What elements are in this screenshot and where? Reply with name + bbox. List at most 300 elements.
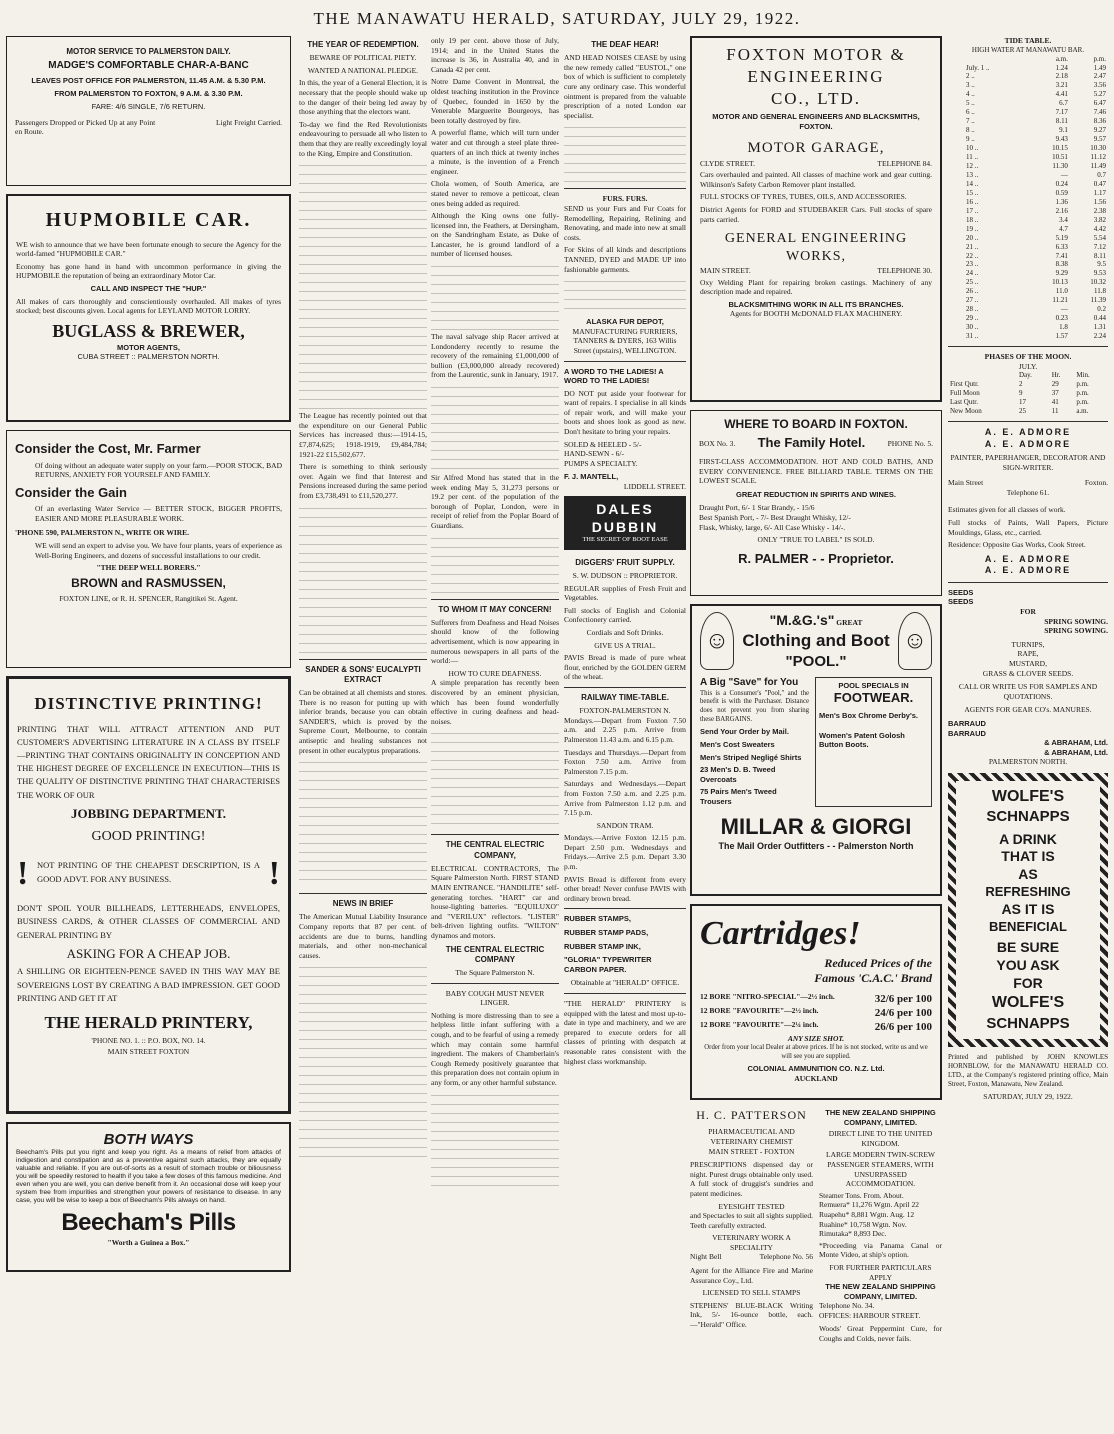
- ship-note: *Proceeding via Panama Canal or Monte Video, at ship's option.: [819, 1240, 942, 1260]
- tide-day: 14 ..: [966, 179, 979, 188]
- moon-hour: 29: [1051, 380, 1059, 389]
- tide-row: [948, 64, 1108, 73]
- cart-sub1: Reduced Prices of the: [824, 955, 932, 970]
- tide-pm: 7.12: [1093, 242, 1106, 251]
- patterson-s1: PHARMACEUTICAL AND VETERINARY CHEMIST: [708, 1127, 795, 1146]
- col4-p1: AND HEAD NOISES CEASE by using the new remedy called "EUSTOL," one box of which is sufficient to completely cure any ordinary case. This wonderful ointment is prepared from the valuable prescription of a noted London ear specialist.: [564, 53, 686, 120]
- motor-fare: FARE: 4/6 SINGLE, 7/6 RETURN.: [91, 102, 206, 112]
- baby-cough-heading: BABY COUGH MUST NEVER LINGER.: [445, 988, 545, 1008]
- cart-note: Order from your local Dealer at above prices. If he is not stocked, write us and we will see you are supplied.: [704, 1044, 928, 1060]
- tide-day: 15 ..: [966, 188, 979, 197]
- mg-p1: This is a Consumer's "Pool," and the benefit is with the Purchaser. Distance does not prevent you from sharing these BARGAINS.: [700, 689, 809, 723]
- dales-name: DALES DUBBIN: [591, 500, 659, 535]
- motor-foot-left: Passengers Dropped or Picked Up at any Point en Route.: [15, 117, 156, 137]
- board-p1: FIRST-CLASS ACCOMMODATION. HOT AND COLD BATHS, AND EVERY CONVENIENCE. FREE BILLIARD TABLE. TERMS ON THE LOWEST SCALE.: [699, 456, 933, 486]
- patterson-s2: MAIN STREET - FOXTON: [708, 1146, 795, 1156]
- tide-pm: 5.27: [1093, 90, 1106, 99]
- col4-p6: Full stocks of English and Colonial Confectionery carried.: [564, 605, 686, 625]
- give-trial: GIVE US A TRIAL.: [594, 640, 656, 650]
- ladies-heading: A WORD TO THE LADIES! A WORD TO THE LADIES!: [564, 366, 664, 386]
- moon-hdr-0: [948, 371, 1017, 380]
- col3-p2: Notre Dame Convent in Montreal, the oldest teaching institution in the Province of Quebec, founded in 1650 by the Venerable Marguerite Bourgeoys, has been totally destroyed by fire.: [431, 77, 559, 125]
- blacksmithing: BLACKSMITHING WORK IN ALL ITS BRANCHES.: [728, 299, 904, 309]
- foxton-tel: TELEPHONE 84.: [877, 158, 932, 168]
- sanders-heading: SANDER & SONS' EUCALYPTI EXTRACT: [305, 664, 421, 684]
- hupmobile-call: CALL AND INSPECT THE "HUP.": [90, 283, 207, 293]
- column-text-lines: [299, 758, 427, 888]
- mg-save: A Big "Save" for You: [700, 676, 799, 688]
- farmer-h2: Consider the Gain: [15, 484, 127, 500]
- foxton-tel-2: TELEPHONE 30.: [877, 266, 932, 275]
- tide-day: 16 ..: [966, 197, 979, 206]
- tide-am: 11.21: [1052, 296, 1068, 305]
- moon-hour: 41: [1051, 398, 1059, 407]
- col3-s1: HOW TO CURE DEAFNESS.: [448, 668, 542, 678]
- tide-row: [948, 252, 1108, 261]
- board-l3: Flask, Whisky, large, 6/- All Case Whisky - 14/-.: [699, 522, 846, 532]
- wolfe-l3: AS: [1018, 866, 1038, 883]
- mg-i2: Men's Striped Negligé Shirts: [700, 752, 802, 762]
- tide-day: 9 ..: [966, 135, 975, 144]
- redemption-p3: The League has recently pointed out that the expenditure on our General Public Services has increased thus:—1914-15, £7,874,625; 1918-1919, £9,484,784; 1921-22 £15,502,677.: [299, 411, 427, 459]
- hupmobile-p3: All makes of cars thoroughly and conscientiously overhauled. All makes of tyres stocked; best discounts given. Local agents for LEYLAND MOTOR LORRY.: [16, 296, 281, 316]
- herald-office: Obtainable at "HERALD" OFFICE.: [570, 978, 680, 988]
- tide-day: 27 ..: [966, 296, 979, 305]
- moon-row: [948, 389, 1108, 398]
- tide-pm: 0.2: [1097, 305, 1106, 314]
- patterson-p2: and Spectacles to suit all sights supplied. Teeth carefully extracted.: [690, 1211, 813, 1230]
- wolfe-schnapps-ad: [948, 773, 1108, 1047]
- farmer-tag: "THE DEEP WELL BORERS.": [96, 563, 201, 573]
- tide-pm: 9.27: [1093, 126, 1106, 135]
- moon-hour: 37: [1051, 389, 1059, 398]
- alaska-fur: ALASKA FUR DEPOT,: [586, 317, 664, 327]
- cart-r2: 12 BORE "FAVOURITE"—2½ inch.: [700, 1006, 819, 1016]
- tide-day: 24 ..: [966, 269, 979, 278]
- tide-pm: 1.31: [1093, 323, 1106, 332]
- printing-cheap: NOT PRINTING OF THE CHEAPEST DESCRIPTION, IS A GOOD ADVT. FOR ANY BUSINESS.: [37, 859, 260, 884]
- farmer-p2: Of an everlasting Water Service — BETTER STOCK, BIGGER PROFITS, EASIER AND MORE PLEASURABLE WORK.: [35, 504, 282, 524]
- motor-name: MADGE'S COMFORTABLE CHAR-A-BANC: [48, 60, 249, 72]
- railway-heading: RAILWAY TIME-TABLE.: [581, 692, 669, 702]
- hupmobile-title: HUPMOBILE CAR.: [45, 209, 252, 231]
- col4-p8: PAVIS Bread is made of pure wheat flour, enriched by the GOLDEN GERM of the wheat.: [564, 653, 686, 682]
- redemption-p4: There is something to think seriously over. Again we find that Interest and Pensions increased during the same period from £3,738,491 to £11,520,277.: [299, 462, 427, 500]
- tide-row: [948, 216, 1108, 225]
- column-5: [690, 36, 942, 1428]
- redemption-heading: THE YEAR OF REDEMPTION.: [307, 40, 419, 49]
- tide-row: [948, 108, 1108, 117]
- tide-row: [948, 323, 1108, 332]
- tide-day: 29 ..: [966, 314, 979, 323]
- moon-day: 17: [1018, 398, 1026, 407]
- hupmobile-p1: WE wish to announce that we have been fortunate enough to secure the Agency for the world-famed "HUPMOBILE CAR.": [16, 239, 281, 259]
- tide-sub: HIGH WATER AT MANAWATU BAR.: [971, 45, 1085, 54]
- col3-p1: only 19 per cent. above those of July, 1914; and in the United States the increase is 36, in Australia 40, and in Canada 42 per cent.: [431, 36, 559, 74]
- motor-garage: MOTOR GARAGE,: [747, 140, 885, 157]
- wolfe-t2-2: SCHNAPPS: [986, 1014, 1070, 1032]
- tide-am: 6.7: [1059, 99, 1068, 108]
- moon-phase: First Qutr.: [950, 380, 979, 389]
- moon-phase: Full Moon: [950, 389, 980, 398]
- tide-am: 0.23: [1055, 314, 1068, 323]
- col4-p10: Tuesdays and Thursdays.—Depart from Foxton 7.50 a.m. Arrive from Palmerston 7.15 p.m.: [564, 747, 686, 776]
- moon-hdr-2: Hr.: [1051, 371, 1061, 380]
- hupmobile-addr: CUBA STREET :: PALMERSTON NORTH.: [77, 352, 220, 362]
- col3-p7: Sir Alfred Mond has stated that in the week ending May 5, 31,273 persons or 19.2 per cent. of the population of the borough of Poplar, London, were in receipt of relief from the Poplar Board of Guardians.: [431, 473, 559, 530]
- tide-am: 1.57: [1055, 332, 1068, 341]
- tide-pm: 3.82: [1093, 215, 1106, 224]
- admore-p1: Estimates given for all classes of work.: [948, 505, 1066, 515]
- seeds-sow-2: SPRING SOWING.: [1044, 626, 1108, 636]
- tide-pm: 7.46: [1093, 108, 1106, 117]
- column-text-lines: [564, 123, 686, 183]
- seeds-pn: PALMERSTON NORTH.: [988, 757, 1068, 767]
- admore-street: Main Street: [948, 478, 984, 488]
- barraud: BARRAUD: [948, 718, 986, 728]
- admore-town: Foxton.: [1084, 478, 1108, 488]
- herald-printery: THE HERALD PRINTERY,: [44, 1013, 253, 1033]
- board-box: BOX No. 3.: [699, 438, 736, 448]
- foxton-sub: MOTOR AND GENERAL ENGINEERS AND BLACKSMITHS, FOXTON.: [712, 112, 920, 131]
- seeds-ad: [948, 588, 1108, 767]
- tide-pm: 11.39: [1090, 296, 1106, 305]
- wolfe-l6: BENEFICIAL: [989, 918, 1067, 934]
- ship-title: THE NEW ZEALAND SHIPPING COMPANY, LIMITED.: [825, 1108, 936, 1127]
- tide-am: 0.59: [1055, 188, 1068, 197]
- mg-sub: The Mail Order Outfitters - - Palmerston North: [718, 840, 914, 851]
- mg-pool: POOL SPECIALS IN: [838, 680, 909, 690]
- col3-p6: The naval salvage ship Racer arrived at Londonderry recently to resume the recovery of the remaining £1,000,000 of bullion (£3,000,000 already recovered) from the Laurentic, sunk in January, 1917.: [431, 332, 559, 380]
- admore-res: Residence: Opposite Gas Works, Cook Street.: [948, 540, 1086, 550]
- clyde-street: CLYDE STREET.: [700, 158, 755, 168]
- mantell-name: F. J. MANTELL,: [564, 472, 619, 482]
- tide-pm: 8.11: [1094, 251, 1106, 260]
- printing-title: DISTINCTIVE PRINTING!: [34, 694, 263, 713]
- column-text-lines: [431, 1091, 559, 1191]
- patterson-ad: [690, 1108, 813, 1347]
- col4-p9: Mondays.—Depart from Foxton 7.50 a.m. and 2.25 p.m. Arrive from Palmerston 11.43 a.m. and 6.15 p.m.: [564, 715, 686, 744]
- central-electric-heading-2: THE CENTRAL ELECTRIC COMPANY: [445, 944, 545, 964]
- tide-day: 4 ..: [966, 90, 975, 99]
- tide-day: 6 ..: [966, 108, 975, 117]
- admore-name-3: A. E. ADMORE: [984, 553, 1072, 564]
- column-text-lines: [431, 383, 559, 473]
- stephens-ink: STEPHENS' BLUE-BLACK Writing Ink, 5/- 16-ounce bottle, each. —"Herald" Office.: [690, 1300, 813, 1330]
- foxton-p3: District Agents for FORD and STUDEBAKER Cars. Full stocks of spare parts carried.: [700, 205, 932, 224]
- tide-am: 3.21: [1055, 81, 1068, 90]
- patterson-lic: LICENSED TO SELL STAMPS: [702, 1288, 801, 1298]
- tide-row: [948, 278, 1108, 287]
- patterson-name: H. C. PATTERSON: [696, 1108, 807, 1122]
- tide-day: July. 1 ..: [966, 63, 990, 72]
- whom-heading: TO WHOM IT MAY CONCERN!: [438, 604, 552, 614]
- column-6: [948, 36, 1108, 1428]
- tide-am: 8.11: [1055, 117, 1068, 126]
- printing-ad: [6, 676, 291, 1114]
- foxton-t2: ENGINEERING: [747, 66, 885, 86]
- motor-service-ad: [6, 36, 291, 186]
- moon-min: p.m.: [1076, 398, 1089, 407]
- tide-am: 8.38: [1055, 260, 1068, 269]
- tide-row: [948, 287, 1108, 296]
- beecham-tag: "Worth a Guinea a Box.": [107, 1238, 190, 1248]
- ship-direct: DIRECT LINE TO THE UNITED KINGDOM.: [828, 1129, 933, 1148]
- seeds-t1: SEEDS: [948, 587, 974, 597]
- tide-row: [948, 305, 1108, 314]
- tide-am: 4.41: [1055, 90, 1068, 99]
- abraham-2: & ABRAHAM, Ltd.: [1044, 747, 1108, 757]
- seeds-call: CALL OR WRITE US FOR SAMPLES AND QUOTATIONS.: [958, 682, 1098, 701]
- hupmobile-ad: [6, 194, 291, 422]
- tide-pm: 6.47: [1093, 99, 1106, 108]
- tide-pm: 8.36: [1093, 117, 1106, 126]
- diggers-heading: DIGGERS' FRUIT SUPPLY.: [575, 557, 675, 567]
- beecham-name: Beecham's Pills: [61, 1208, 236, 1236]
- cart-r3: 12 BORE "FAVOURITE"—2¼ inch.: [700, 1020, 819, 1030]
- true-to-label: ONLY "TRUE TO LABEL" IS SOLD.: [757, 535, 875, 545]
- col4-p11: Saturdays and Wednesdays.—Depart from Foxton 7.50 a.m. and 2.25 p.m. Arrive from Palmerston 1.12 p.m. and 7.15 p.m.: [564, 779, 686, 818]
- redemption-p2: To-day we find the Red Revolutionists endeavouring to persuade all who listen to them that they are really exceedingly loyal to the King, Empire and Constitution.: [299, 119, 427, 158]
- tide-row: [948, 189, 1108, 198]
- soled-price: SOLED & HEELED - 5/-: [564, 439, 642, 449]
- admore-name: A. E. ADMORE: [984, 427, 1072, 437]
- farmer-phone: 'PHONE 590, PALMERSTON N., WRITE OR WIRE.: [15, 527, 190, 537]
- printing-phone: 'PHONE NO. 1. :: P.O. BOX, NO. 14.: [91, 1035, 206, 1045]
- foxton-p1: Cars overhauled and painted. All classes of machine work and gear cutting. Wilkinson's Safety Carbon Remover plant installed.: [700, 170, 932, 189]
- moon-title: PHASES OF THE MOON.: [984, 352, 1072, 362]
- moon-hour: 11: [1051, 407, 1059, 416]
- seeds-i2: RAPE,: [1017, 649, 1039, 659]
- ship-firm: THE NEW ZEALAND SHIPPING COMPANY, LIMITED.: [825, 1282, 936, 1301]
- farmer-p1: Of doing without an adequate water supply on your farm.—POOR STOCK, BAD RETURNS, ANXIETY FOR YOURSELF AND FAMILY.: [35, 460, 282, 480]
- moon-row: [948, 407, 1108, 416]
- millar-giorgi: MILLAR & GIORGI: [720, 813, 912, 839]
- admore-p2: Full stocks of Paints, Wall Papers, Picture Mouldings, Glass, etc., carried.: [948, 518, 1108, 537]
- tide-am: 9.29: [1055, 269, 1068, 278]
- ship-tel: Telephone No. 34.: [819, 1301, 875, 1311]
- tide-pm: 4.42: [1093, 224, 1106, 233]
- wolfe-l1: A DRINK: [999, 830, 1057, 847]
- family-hotel: The Family Hotel.: [757, 435, 866, 451]
- furs-heading: FURS. FURS.: [602, 194, 648, 204]
- tide-pm: 9.57: [1093, 135, 1106, 144]
- tide-am: 1.24: [1055, 63, 1068, 72]
- tide-am: 9.1: [1059, 126, 1068, 135]
- col4-p12: Mondays.—Arrive Foxton 12.15 p.m. Depart 2.50 p.m. Wednesdays and Fridays.—Arrive 2.5 p.m. Depart 3.30 p.m.: [564, 833, 686, 872]
- board-l1: Draught Port, 6/- 1 Star Brandy, - 15/6: [699, 503, 815, 513]
- motor-line1: LEAVES POST OFFICE FOR PALMERSTON, 11.45 A.M. & 5.30 P.M.: [31, 76, 266, 86]
- cart-p3: 26/6 per 100: [874, 1021, 932, 1034]
- moon-phase: New Moon: [950, 407, 982, 416]
- motor-title: MOTOR SERVICE TO PALMERSTON DAILY.: [66, 47, 231, 56]
- man-illustration-right-icon: ☺: [898, 612, 932, 670]
- redemption-sub2: WANTED A NATIONAL PLEDGE.: [307, 65, 419, 75]
- farmer-h1: Consider the Cost, Mr. Farmer: [15, 441, 201, 456]
- col4-p7: Cordials and Soft Drinks.: [586, 627, 664, 637]
- cart-p1: 32/6 per 100: [874, 993, 932, 1006]
- motor-line2: FROM PALMERSTON TO FOXTON, 9 A.M. & 3.30 P.M.: [54, 88, 243, 98]
- admore-trade: PAINTER, PAPERHANGER, DECORATOR AND SIGN-WRITER.: [950, 453, 1106, 472]
- patterson-agent: Agent for the Alliance Fire and Marine Assurance Coy., Ltd.: [690, 1266, 813, 1285]
- column-3: [431, 36, 559, 1428]
- printing-ask: ASKING FOR A CHEAP JOB.: [66, 945, 231, 961]
- palmer-proprietor: R. PALMER - - Proprietor.: [738, 550, 894, 566]
- rubber-pads: RUBBER STAMP PADS,: [564, 928, 649, 938]
- tide-title: TIDE TABLE.: [1004, 36, 1052, 45]
- board-l2: Best Spanish Port, - 7/- Best Draught Whisky, 12/-: [699, 512, 851, 522]
- seeds-i3: MUSTARD,: [1009, 658, 1047, 668]
- column-text-lines: [564, 277, 686, 317]
- tide-am: 1.8: [1059, 323, 1068, 332]
- tide-row: [948, 180, 1108, 189]
- mg-t4: "POOL.": [785, 652, 847, 670]
- printing-addr: MAIN STREET FOXTON: [107, 1047, 190, 1057]
- tide-am: 11.0: [1055, 287, 1068, 296]
- mg-t1: "M.&G.'s": [769, 612, 835, 628]
- tide-am: 9.43: [1055, 135, 1068, 144]
- colonial-ammunition: COLONIAL AMMUNITION CO. N.Z. Ltd.: [747, 1064, 885, 1074]
- general-engineering: GENERAL ENGINEERING WORKS,: [724, 231, 908, 265]
- tide-day: 10 ..: [966, 144, 979, 153]
- col3-p5: Although the King owns one fully-licensed inn, the Feathers, at Dersingham, on the Sandringham Estate, as Duke of Lancaster, he is ground landlord of a number of licensed houses.: [431, 211, 559, 259]
- col3-p8: Sufferers from Deafness and Head Noises should know of the following advertisement, which is now appearing in numerous newspapers in all parts of the world:—: [431, 617, 559, 666]
- ship-off: OFFICES: HARBOUR STREET.: [819, 1310, 921, 1320]
- ship-further: FOR FURTHER PARTICULARS APPLY: [829, 1262, 932, 1282]
- wolfe-l9: FOR: [1013, 975, 1043, 992]
- printing-p1: PRINTING THAT WILL ATTRACT ATTENTION AND PUT CUSTOMER'S ADVERTISING LITERATURE IN A CLASS BY ITSELF—PRINTING THAT CONTAINS ORIGINALITY IN CONCEPTION AND THE HIGHEST DEGREE OF EXCELLENCE IN EXECUTION—THIS IS THE QUALITY OF DISTINCTIVE PRINTING THAT CHARACTERISES THE WORK OF OUR: [17, 723, 280, 800]
- mg-i1: Men's Cost Sweaters: [700, 739, 775, 749]
- col4-p2: SEND us your Furs and Fur Coats for Remodelling, Repairing, Relining and Renovating, and made into new at small costs.: [564, 203, 686, 242]
- tide-row: [948, 153, 1108, 162]
- printing-p2: DON'T SPOIL YOUR BILLHEADS, LETTERHEADS, ENVELOPES, BUSINESS CARDS, & OTHER CLASSES OF COMMERCIAL AND GENERAL PRINTING BY: [17, 902, 280, 941]
- moon-day: 9: [1018, 389, 1023, 398]
- tide-am: 5.19: [1055, 233, 1068, 242]
- mg-send: Send Your Order by Mail.: [700, 727, 789, 737]
- central-electric-heading: THE CENTRAL ELECTRIC COMPANY,: [445, 840, 545, 860]
- tide-pm: 1.56: [1093, 197, 1106, 206]
- tide-am: 4.7: [1059, 224, 1068, 233]
- redemption-p1: In this, the year of a General Election, it is necessary that the people should wake up to the danger of their being led away by those anything that the electors want.: [299, 78, 427, 117]
- seeds-for: FOR: [1020, 607, 1036, 616]
- imprint-date: SATURDAY, JULY 29, 1922.: [983, 1091, 1073, 1101]
- gloria-carbon: "GLORIA" TYPEWRITER CARBON PAPER.: [564, 955, 652, 974]
- tide-row: [948, 171, 1108, 180]
- rubber-stamps: RUBBER STAMPS,: [564, 914, 631, 924]
- imprint: Printed and published by JOHN KNOWLES HORNBLOW, for the MANAWATU HERALD CO. LTD., at the Company's registered printing office, Main Street, Foxton, Manawatu, New Zealand.: [948, 1052, 1108, 1088]
- tide-row: [948, 314, 1108, 323]
- mg-b2: Women's Patent Golosh Button Boots.: [819, 730, 905, 750]
- beecham-text: Beecham's Pills put you right and keep you right. As a means of relief from attacks of indigestion and constipation and as a preventive against such attacks, they are equally valuable and reliable. If you are out-of-sorts as a result of stomach trouble or biliousness you will be speedily restored to health if you take a few doses of this famous medicine. And even when you are well, you can derive benefit from it. An occasional dose will keep your system free from impurities and strengthen your powers of resistance to disease. In any case, you will be wise to keep a box of Beecham's Pills always on hand.: [16, 1149, 281, 1204]
- tide-day: 8 ..: [966, 126, 975, 135]
- mg-t2: GREAT: [836, 618, 863, 627]
- moon-month: JULY.: [1018, 361, 1038, 371]
- tide-row: [948, 126, 1108, 135]
- tide-day: 31 ..: [966, 332, 979, 341]
- sandon-tram: SANDON TRAM.: [596, 820, 654, 830]
- tide-row: [948, 99, 1108, 108]
- foxton-p2: FULL STOCKS OF TYRES, TUBES, OILS, AND ACCESSORIES.: [700, 192, 907, 202]
- tide-hdr-1: a.m.: [1055, 54, 1068, 63]
- tide-hdr-0: [948, 55, 1032, 64]
- hupmobile-p2: Economy has gone hand in hand with uncommon performance in giving the HUPMOBILE the reputation of being an extraordinary Motor Car.: [16, 261, 281, 281]
- dudson: S. W. DUDSON :: PROPRIETOR.: [572, 571, 678, 580]
- handsewn-price: HAND-SEWN - 6/-: [564, 449, 624, 459]
- cart-p2: 24/6 per 100: [874, 1007, 932, 1020]
- tide-pm: 0.47: [1093, 179, 1106, 188]
- ship-s4: Rimutaka* 8,893 Dec.: [819, 1229, 887, 1239]
- moon-row: [948, 380, 1108, 389]
- tide-pm: 3.56: [1093, 81, 1106, 90]
- admore-tel: Telephone 61.: [1006, 487, 1050, 497]
- cart-r1: 12 BORE "NITRO-SPECIAL"—2½ inch.: [700, 992, 835, 1002]
- dales-dubbin-ad: [564, 496, 686, 550]
- patterson-p1: PRESCRIPTIONS dispensed day or night. Purest drugs obtainable only used. A full stock of druggist's sundries and patent medicines.: [690, 1160, 813, 1198]
- col3-p4: Chola women, of South America, are stated never to remove a petticoat, clean ones being added as required.: [431, 179, 559, 208]
- woods-peppermint: Woods' Great Peppermint Cure, for Coughs and Colds, never fails.: [819, 1324, 942, 1344]
- seeds-i4: GRASS & CLOVER SEEDS.: [982, 668, 1074, 678]
- tide-row: [948, 296, 1108, 305]
- seeds-agents: AGENTS FOR GEAR CO's. MANURES.: [964, 705, 1092, 715]
- tide-day: 2 ..: [966, 72, 975, 81]
- foxton-t1: FOXTON MOTOR &: [726, 45, 906, 64]
- tide-pm: 11.8: [1094, 287, 1106, 296]
- tide-pm: 1.17: [1093, 188, 1106, 197]
- tide-pm: 2.47: [1093, 72, 1106, 81]
- cart-save: ANY SIZE SHOT.: [787, 1034, 845, 1044]
- tide-day: 18 ..: [966, 215, 979, 224]
- cart-city: AUCKLAND: [794, 1074, 838, 1084]
- tide-day: 17 ..: [966, 206, 979, 215]
- tide-row: [948, 332, 1108, 341]
- news-brief-p1: The American Mutual Liability Insurance Company reports that 87 per cent. of accidents are due to burns, handling materials, and other non-mechanical causes.: [299, 912, 427, 960]
- tide-pm: 9.5: [1097, 260, 1106, 269]
- redemption-sub1: BEWARE OF POLITICAL PIETY.: [309, 53, 417, 63]
- admore-name-4: A. E. ADMORE: [984, 565, 1072, 576]
- tide-day: 19 ..: [966, 224, 979, 233]
- foxton-motor-ad: [690, 36, 942, 402]
- wolfe-t2: SCHNAPPS: [986, 808, 1070, 826]
- seeds-i1: TURNIPS,: [1011, 639, 1045, 649]
- family-hotel-ad: [690, 410, 942, 596]
- foxton-palmerston: FOXTON-PALMERSTON N.: [579, 706, 671, 716]
- moon-row: [948, 398, 1108, 407]
- col4-p14: "THE HERALD" PRINTERY is equipped with the latest and most up-to-date in type and machinery, and we are prepared to execute orders for all classes of printing with despatch at reasonable rates consistent with the highest class workmanship.: [564, 999, 686, 1066]
- exclaim-right-icon: !: [268, 855, 280, 893]
- tide-row: [948, 207, 1108, 216]
- tide-row: [948, 81, 1108, 90]
- ship-s1: Remuera* 11,276 Wgtn. April 22: [819, 1200, 919, 1210]
- patterson-vet: VETERINARY WORK A SPECIALITY: [712, 1233, 791, 1252]
- tide-am: 10.51: [1052, 153, 1068, 162]
- tide-row: [948, 269, 1108, 278]
- moon-min: p.m.: [1076, 389, 1089, 398]
- moon-day: 2: [1018, 380, 1023, 389]
- col3-p10: ELECTRICAL CONTRACTORS, The Square Palmerston North. FIRST STAND MAIN ENTRANCE. "HANDILITE" self-generating torches. "HART" car and house-lighting batteries. "EQUILUXO" and "VERILUX" reflectors. "LISTER" belt-driven lighting outfits. "WILTON" dynamos and motors.: [431, 863, 559, 940]
- wolfe-t1-2: WOLFE'S: [991, 994, 1065, 1012]
- admore-name-2: A. E. ADMORE: [984, 438, 1072, 449]
- beecham-ad: [6, 1122, 291, 1272]
- cartridges-ad: [690, 904, 942, 1100]
- ship-s3: Ruahine* 10,758 Wgtn. Nov.: [819, 1219, 907, 1229]
- wolfe-l2: THAT IS: [1001, 848, 1055, 865]
- ship-s2: Ruapehu* 8,881 Wgtn. Aug. 12: [819, 1209, 915, 1219]
- col3-s2: The Square Palmerston N.: [455, 968, 535, 978]
- beecham-title: BOTH WAYS: [103, 1131, 194, 1148]
- tide-pm: 10.32: [1090, 278, 1106, 287]
- moon-table: [948, 371, 1108, 416]
- wolfe-t1: WOLFE'S: [991, 787, 1065, 805]
